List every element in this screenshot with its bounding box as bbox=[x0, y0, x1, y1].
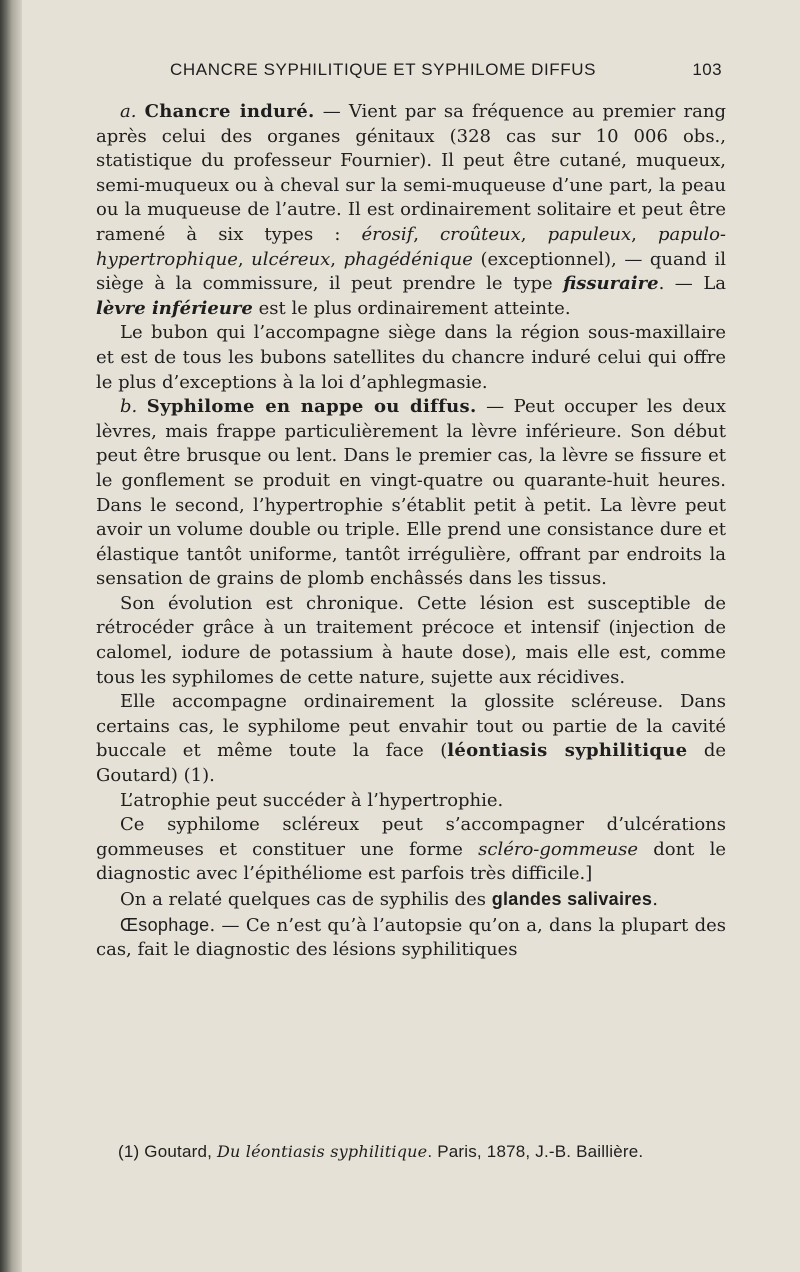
paragraph-glossite bbox=[96, 690, 726, 788]
running-head bbox=[170, 60, 722, 86]
bold-term: léontiasis syphilitique bbox=[447, 740, 688, 762]
text-run: Elle accompagne ordinairement la glossite scléreuse. Dans certains cas, le syphilome peut envahir tout ou partie de la cavité buccale et même toute la face ( bbox=[96, 691, 726, 762]
text-run: . — La bbox=[658, 273, 726, 295]
paragraph-bubon: Le bubon qui l’accompagne siège dans la région sous-maxillaire et est de tous les bubons satellites du chancre induré celui qui offre le plus d’exceptions à la loi d’aphlegmasie. bbox=[96, 322, 726, 393]
paragraph-oesophage bbox=[96, 913, 726, 963]
paragraph-atrophie: L’atrophie peut succéder à l’hypertrophie. bbox=[120, 789, 504, 811]
paragraph-evolution: Son évolution est chronique. Cette lésion est susceptible de rétrocéder grâce à un traitement précoce et intensif (injection de calomel, iodure de potassium à haute dose), mais elle est, comme tous les syphilomes de cette nature, sujette aux récidives. bbox=[96, 592, 726, 688]
text-run: . — Ce n’est qu’à l’autopsie qu’on a, dans la plupart des cas, fait le diagnostic des lésions syphilitiques bbox=[96, 914, 726, 961]
text-run: . bbox=[652, 889, 658, 910]
text-run: , bbox=[330, 248, 344, 270]
section-heading-syphilome: Syphilome en nappe ou diffus. bbox=[146, 396, 477, 418]
section-label-a: a. bbox=[120, 101, 137, 122]
paragraph-syphilome-diffus bbox=[96, 395, 726, 592]
emphasis-term: fissuraire bbox=[563, 273, 659, 295]
section-heading-oesophage: Œsophage bbox=[120, 914, 210, 935]
footnote-citation: . Paris, 1878, J.-B. Baillière. bbox=[427, 1142, 644, 1161]
book-binding-shadow bbox=[0, 0, 22, 1272]
italic-term: scléro-gommeuse bbox=[478, 838, 639, 860]
bold-term: glandes salivaires bbox=[491, 889, 653, 909]
body-text bbox=[96, 100, 726, 963]
section-label-b: b. bbox=[120, 396, 138, 418]
text-run: , bbox=[631, 223, 658, 245]
footnote bbox=[118, 1142, 728, 1162]
text-run: de Goutard) (1). bbox=[96, 740, 726, 787]
italic-term: papuleux bbox=[547, 223, 632, 245]
text-run: (exceptionnel), — quand il siège à la commissure, il peut prendre le type bbox=[96, 248, 726, 295]
italic-term: croûteux bbox=[440, 223, 521, 245]
running-head-title: CHANCRE SYPHILITIQUE ET SYPHILOME DIFFUS bbox=[170, 60, 597, 79]
emphasis-term: lèvre inférieure bbox=[96, 297, 253, 319]
text-run: , bbox=[237, 248, 252, 270]
text-run: , bbox=[413, 223, 441, 245]
footnote-title: Du léontiasis syphilitique bbox=[216, 1142, 428, 1161]
text-run: — Peut occuper les deux lèvres, mais frappe particulièrement la lèvre inférieure. Son début peut être brusque ou lent. Dans le premier cas, la lèvre se fissure et le gonflement se produit en vingt-quatre ou quarante-huit heures. Dans le second, l’hypertrophie s’établit petit à petit. La lèvre peut avoir un volume double ou triple. Elle prend une consistance dure et élastique tantôt uniforme, tantôt irrégulière, offrant par endroits la sensation de grains de plomb enchâssés dans les tissus. bbox=[96, 396, 726, 590]
paragraph-chancre-indure bbox=[96, 100, 726, 321]
text-run: dont le diagnostic avec l’épithéliome est parfois très difficile.] bbox=[96, 838, 726, 885]
italic-term: phagédénique bbox=[343, 248, 473, 270]
book-page bbox=[96, 60, 726, 963]
text-run: Ce syphilome scléreux peut s’accompagner d’ulcérations gommeuses et constituer une forme bbox=[96, 814, 726, 860]
text-run: — Vient par sa fréquence au premier rang après celui des organes génitaux (328 cas sur 10 006 obs., statistique du professeur Fournier). Il peut être cutané, muqueux, semi-muqueux ou à cheval sur la semi-muqueuse d’une part, la peau ou la muqueuse de l’autre. Il est ordinairement solitaire et peut être ramené à six types : bbox=[96, 101, 726, 245]
text-run: On a relaté quelques cas de syphilis des bbox=[120, 889, 492, 910]
paragraph-glandes-salivaires bbox=[96, 887, 726, 913]
italic-term: érosif bbox=[361, 223, 414, 245]
section-heading-chancre-indure: Chancre induré. bbox=[144, 101, 315, 122]
page-number: 103 bbox=[692, 60, 722, 79]
text-run: est le plus ordinairement atteinte. bbox=[252, 297, 571, 319]
paragraph-sclero-gommeuse bbox=[96, 813, 726, 887]
italic-term: papulo-hypertrophique bbox=[96, 223, 726, 270]
text-run: , bbox=[520, 223, 548, 245]
italic-term: ulcéreux bbox=[251, 248, 331, 270]
footnote-marker: (1) Goutard, bbox=[118, 1142, 217, 1161]
